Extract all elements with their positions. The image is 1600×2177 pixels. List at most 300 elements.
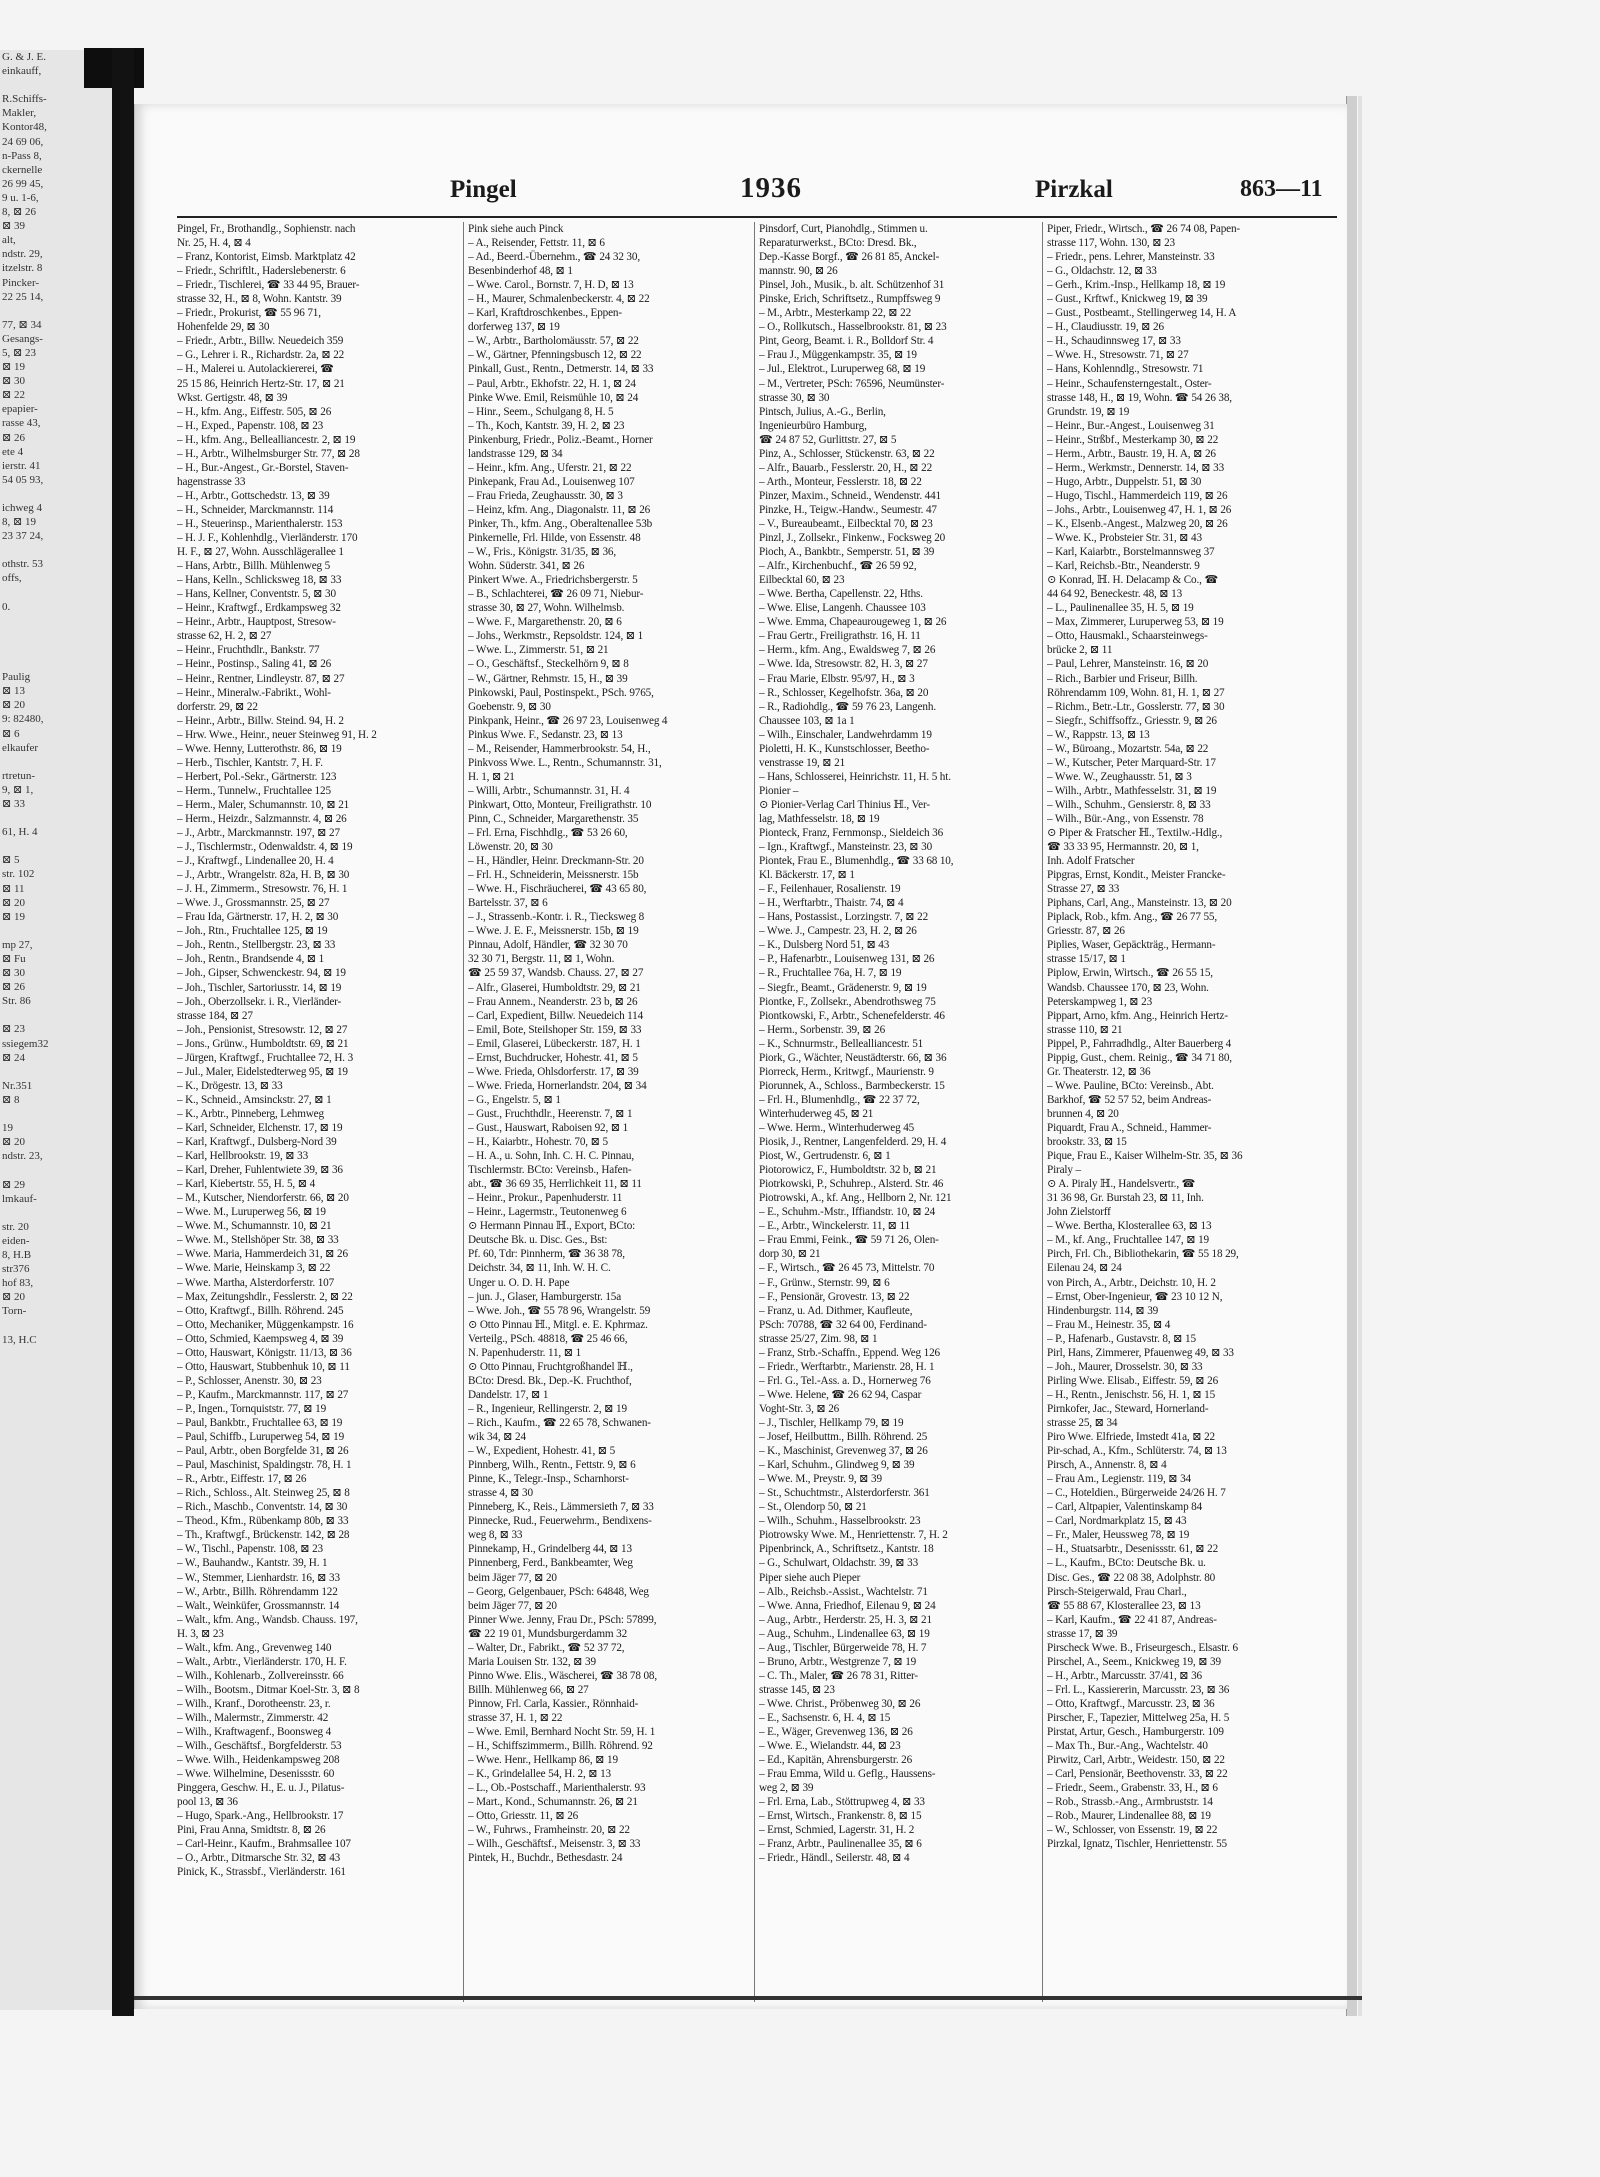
directory-entry-line: – Joh., Tischler, Sartoriusstr. 14, ⊠ 19 <box>177 981 342 994</box>
directory-entry-line: – Heinr., Kraftwgf., Erdkampsweg 32 <box>177 602 341 615</box>
left-page-text-fragment: 5, ⊠ 23 <box>2 346 36 359</box>
directory-entry-line: Tischlermstr. BCto: Vereinsb., Hafen- <box>468 1164 632 1177</box>
directory-entry-line: strasse 30, ⊠ 27, Wohn. Wilhelmsb. <box>468 602 625 615</box>
directory-entry-line: Pippel, P., Fahrradhdlg., Alter Bauerberg 4 <box>1047 1037 1232 1050</box>
directory-entry-line: Piraly – <box>1047 1164 1081 1177</box>
directory-entry-line: – J. H., Zimmerm., Stresowstr. 76, H. 1 <box>177 883 348 896</box>
scan-background <box>0 0 1600 60</box>
left-page-text-fragment: mp 27, <box>2 938 33 951</box>
directory-entry-line: – Frau Ida, Gärtnerstr. 17, H. 2, ⊠ 30 <box>177 911 339 924</box>
directory-entry-line: – H., Kaiarbtr., Hohestr. 70, ⊠ 5 <box>468 1136 608 1149</box>
directory-entry-line: Hindenburgstr. 114, ⊠ 39 <box>1047 1304 1159 1317</box>
directory-entry-line: strasse 15/17, ⊠ 1 <box>1047 953 1126 966</box>
directory-entry-line: – H. J. F., Kohlenhdlg., Vierländerstr. 170 <box>177 532 358 545</box>
left-page-text-fragment: 9 u. 1-6, <box>2 191 39 204</box>
directory-entry-line: ⊙ Otto Pinnau, Fruchtgroßhandel ℍ., <box>468 1360 633 1373</box>
directory-entry-line: – Friedr., Tischlerei, ☎ 33 44 95, Brauer- <box>177 279 360 292</box>
directory-entry-line: Dep.-Kasse Borgf., ☎ 26 81 85, Anckel- <box>759 251 940 264</box>
directory-entry-line: – Wwe. Wilhelmine, Desenissstr. 60 <box>177 1768 335 1781</box>
directory-entry-line: strasse 117, Wohn. 130, ⊠ 23 <box>1047 237 1175 250</box>
directory-entry-line: – Th., Kraftwgf., Brückenstr. 142, ⊠ 28 <box>177 1529 350 1542</box>
directory-entry-line: – Franz, Kontorist, Eimsb. Marktplatz 42 <box>177 251 356 264</box>
left-page-text-fragment: 19 <box>2 1122 13 1135</box>
directory-entry-line: lag, Mathfesselstr. 18, ⊠ 19 <box>759 812 880 825</box>
left-page-text-fragment <box>0 1318 112 1332</box>
directory-entry-line: – W., Gärtner, Pfenningsbusch 12, ⊠ 22 <box>468 349 642 362</box>
directory-entry-line: – Frau Frieda, Zeughausstr. 30, ⊠ 3 <box>468 489 623 502</box>
directory-entry-line: Reparaturwerkst., BCto: Dresd. Bk., <box>759 237 917 250</box>
directory-entry-line: – Wwe. J. E. F., Meissnerstr. 15b, ⊠ 19 <box>468 925 639 938</box>
directory-entry-line: – St., Schuchtmstr., Alsterdorferstr. 361 <box>759 1487 930 1500</box>
directory-entry-line: Chaussee 103, ⊠ 1a 1 <box>759 714 855 727</box>
directory-entry-line: – M., Reisender, Hammerbrookstr. 54, H., <box>468 742 651 755</box>
directory-entry-line: – H., Werftarbtr., Thaistr. 74, ⊠ 4 <box>759 897 904 910</box>
directory-entry-line: – Frau Emma, Wild u. Geflg., Haussens- <box>759 1768 936 1781</box>
left-page-text-fragment <box>0 304 112 318</box>
left-page-text-fragment <box>0 1008 112 1022</box>
directory-entry-line: – Wilh., Einschaler, Landwehrdamm 19 <box>759 728 932 741</box>
directory-page <box>134 104 1347 2009</box>
left-page-text-fragment <box>0 924 112 938</box>
directory-entry-line: – K., Drögestr. 13, ⊠ 33 <box>177 1079 283 1092</box>
directory-entry-line: – Paul, Arbtr., oben Borgfelde 31, ⊠ 26 <box>177 1445 349 1458</box>
left-page-text-fragment: epapier- <box>2 403 38 416</box>
left-page-text-fragment <box>0 755 112 769</box>
directory-entry-line: – W., Kutscher, Peter Marquard-Str. 17 <box>1047 756 1216 769</box>
directory-entry-line: – Frau M., Heinestr. 35, ⊠ 4 <box>1047 1318 1171 1331</box>
directory-entry-line: – Aug., Tischler, Bürgerweide 78, H. 7 <box>759 1641 927 1654</box>
directory-entry-line: Nr. 25, H. 4, ⊠ 4 <box>177 237 251 250</box>
directory-entry-line: Pinzke, H., Teigw.-Handw., Seumestr. 47 <box>759 503 937 516</box>
directory-entry-line: – V., Bureaubeamt., Eilbecktal 70, ⊠ 23 <box>759 517 933 530</box>
directory-entry-line: – W., Fris., Königstr. 31/35, ⊠ 36, <box>468 546 617 559</box>
directory-entry-line: – Frl. Erna, Lab., Stöttrupweg 4, ⊠ 33 <box>759 1796 925 1809</box>
directory-entry-line: dorferweg 137, ⊠ 19 <box>468 321 560 334</box>
directory-entry-line: Pionteck, Franz, Fernmonsp., Sieldeich 36 <box>759 827 944 840</box>
directory-entry-line: – Wwe. Martha, Alsterdorferstr. 107 <box>177 1276 335 1289</box>
directory-entry-line: – Friedr., Werftarbtr., Marienstr. 28, H. 1 <box>759 1360 935 1373</box>
left-page-text-fragment: 54 05 93, <box>2 473 44 486</box>
left-page-text-fragment: Str. 86 <box>2 995 31 1008</box>
directory-entry-line: – Jons., Grünw., Humboldtstr. 69, ⊠ 21 <box>177 1037 349 1050</box>
directory-entry-line: – Wwe. Bertha, Klosterallee 63, ⊠ 13 <box>1047 1220 1212 1233</box>
directory-entry-line: – Wwe. Emma, Chapeaurougeweg 1, ⊠ 26 <box>759 616 947 629</box>
left-page-text-fragment: 61, H. 4 <box>2 826 38 839</box>
left-page-text-fragment: 77, ⊠ 34 <box>2 318 42 331</box>
directory-entry-line: – H., Exped., Papenstr. 108, ⊠ 23 <box>177 419 324 432</box>
directory-entry-line: strasse 145, ⊠ 23 <box>759 1683 835 1696</box>
directory-entry-line: – Frau Marie, Elbstr. 95/97, H., ⊠ 3 <box>759 672 915 685</box>
header-page-number: 863—11 <box>1240 176 1323 202</box>
directory-entry-line: – H., Malerei u. Autolackiererei, ☎ <box>177 363 334 376</box>
directory-entry-line: Piplow, Erwin, Wirtsch., ☎ 26 55 15, <box>1047 967 1213 980</box>
directory-entry-line: – Frau Am., Legienstr. 119, ⊠ 34 <box>1047 1473 1191 1486</box>
directory-entry-line: – Herm., Werkmstr., Dennerstr. 14, ⊠ 33 <box>1047 461 1225 474</box>
directory-entry-line: – H., Maurer, Schmalenbeckerstr. 4, ⊠ 22 <box>468 293 650 306</box>
left-page-text-fragment: lmkauf- <box>2 1192 37 1205</box>
directory-entry-line: Pinkall, Gust., Rentn., Detmerstr. 14, ⊠ 33 <box>468 363 654 376</box>
directory-entry-line: strasse 32, H., ⊠ 8, Wohn. Kantstr. 39 <box>177 293 342 306</box>
directory-entry-line: – Paul, Maschinist, Spaldingstr. 78, H. 1 <box>177 1459 352 1472</box>
directory-entry-line: – W., Fuhrws., Framheinstr. 20, ⊠ 22 <box>468 1824 630 1837</box>
directory-entry-line: – Karl, Kraftwgf., Dulsberg-Nord 39 <box>177 1136 337 1149</box>
directory-entry-line: – Walt., kfm. Ang., Wandsb. Chauss. 197, <box>177 1613 358 1626</box>
directory-entry-line: – E., Wäger, Grevenweg 136, ⊠ 26 <box>759 1726 913 1739</box>
directory-entry-line: – Johs., Werkmstr., Repsoldstr. 124, ⊠ 1 <box>468 630 644 643</box>
directory-entry-line: ☎ 55 88 67, Klosterallee 23, ⊠ 13 <box>1047 1599 1201 1612</box>
directory-entry-line: 44 64 92, Beneckestr. 48, ⊠ 13 <box>1047 588 1183 601</box>
directory-column-3 <box>759 222 1041 2002</box>
directory-entry-line: – Gerh., Krim.-Insp., Hellkamp 18, ⊠ 19 <box>1047 279 1226 292</box>
directory-entry-line: – Carl-Heinr., Kaufm., Brahmsallee 107 <box>177 1838 351 1851</box>
directory-entry-line: – M., Vertreter, PSch: 76596, Neumünster- <box>759 377 945 390</box>
left-page-text-fragment <box>0 628 112 642</box>
directory-entry-line: – Herb., Tischler, Kantstr. 7, H. F. <box>177 756 323 769</box>
directory-entry-line: – Frl. Erna, Fischhdlg., ☎ 53 26 60, <box>468 827 628 840</box>
left-page-text-fragment: itzelstr. 8 <box>2 262 43 275</box>
directory-entry-line: Pirsch, A., Annenstr. 8, ⊠ 4 <box>1047 1459 1167 1472</box>
directory-entry-line: – L., Paulinenallee 35, H. 5, ⊠ 19 <box>1047 602 1194 615</box>
directory-entry-line: – H., Arbtr., Marcusstr. 37/41, ⊠ 36 <box>1047 1669 1202 1682</box>
directory-entry-line: – Wwe. H., Fischräucherei, ☎ 43 65 80, <box>468 883 647 896</box>
directory-entry-line: – Joh., Rtn., Fruchtallee 125, ⊠ 19 <box>177 925 328 938</box>
directory-entry-line: Disc. Ges., ☎ 22 08 38, Adolphstr. 80 <box>1047 1571 1216 1584</box>
directory-entry-line: – R., Fruchtallee 76a, H. 7, ⊠ 19 <box>759 967 902 980</box>
directory-entry-line: – Otto, Hausmakl., Schaarsteinwegs- <box>1047 630 1208 643</box>
left-page-text-fragment: ⊠ 20 <box>2 1136 25 1149</box>
directory-entry-line: – Otto, Griesstr. 11, ⊠ 26 <box>468 1810 579 1823</box>
directory-entry-line: – W., Arbtr., Bartholomäusstr. 57, ⊠ 22 <box>468 335 639 348</box>
directory-entry-line: Pinkus Wwe. F., Sedanstr. 23, ⊠ 13 <box>468 728 623 741</box>
directory-entry-line: – Frau J., Müggenkampstr. 35, ⊠ 19 <box>759 349 917 362</box>
directory-entry-line: – Wwe. M., Luruperweg 56, ⊠ 19 <box>177 1206 326 1219</box>
directory-entry-line: Löwenstr. 20, ⊠ 30 <box>468 841 553 854</box>
directory-entry-line: Piontkowski, F., Arbtr., Schenefelderstr. 46 <box>759 1009 945 1022</box>
directory-entry-line: – Frl. G., Tel.-Ass. a. D., Hornerweg 76 <box>759 1374 931 1387</box>
directory-entry-line: Goebenstr. 9, ⊠ 30 <box>468 700 551 713</box>
directory-entry-line: – Hrw. Wwe., Heinr., neuer Steinweg 91, H. 2 <box>177 728 377 741</box>
directory-entry-line: – Jul., Maler, Eidelstedterweg 95, ⊠ 19 <box>177 1065 348 1078</box>
directory-entry-line: – Franz, Strb.-Schaffn., Eppend. Weg 126 <box>759 1346 940 1359</box>
directory-entry-line: – Bruno, Arbtr., Westgrenze 7, ⊠ 19 <box>759 1655 917 1668</box>
directory-entry-line: – Rich., Maschb., Conventstr. 14, ⊠ 30 <box>177 1501 348 1514</box>
directory-entry-line: venstrasse 19, ⊠ 21 <box>759 756 846 769</box>
directory-entry-line: John Zielstorff <box>1047 1206 1111 1219</box>
column-divider <box>754 222 755 2002</box>
directory-entry-line: – Johs., Arbtr., Louisenweg 47, H. 1, ⊠ 26 <box>1047 503 1232 516</box>
directory-entry-line: – Theod., Kfm., Rübenkamp 80b, ⊠ 33 <box>177 1515 349 1528</box>
directory-entry-line: – Aug., Schuhm., Lindenallee 63, ⊠ 19 <box>759 1627 930 1640</box>
directory-entry-line: – Herm., Sorbenstr. 39, ⊠ 26 <box>759 1023 886 1036</box>
left-page-text-fragment: ⊠ 20 <box>2 699 25 712</box>
left-page-text-fragment: Kontor48, <box>2 121 47 134</box>
directory-entry-line: – Jürgen, Kraftwgf., Fruchtallee 72, H. 3 <box>177 1051 354 1064</box>
directory-entry-line: – G., Engelstr. 5, ⊠ 1 <box>468 1093 561 1106</box>
left-page-text-fragment <box>0 487 112 501</box>
directory-entry-line: N. Papenhuderstr. 11, ⊠ 1 <box>468 1346 582 1359</box>
directory-entry-line: – St., Olendorp 50, ⊠ 21 <box>759 1501 867 1514</box>
directory-entry-line: – Wwe. Helene, ☎ 26 62 94, Caspar <box>759 1388 922 1401</box>
directory-entry-line: – Th., Koch, Kantstr. 39, H. 2, ⊠ 23 <box>468 419 625 432</box>
left-page-text-fragment: ⊠ 33 <box>2 797 25 810</box>
directory-entry-line: – K., Maschinist, Grevenweg 37, ⊠ 26 <box>759 1445 928 1458</box>
directory-entry-line: Pinzer, Maxim., Schneid., Wendenstr. 441 <box>759 489 941 502</box>
directory-entry-line: – Wwe. M., Preystr. 9, ⊠ 39 <box>759 1473 882 1486</box>
directory-entry-line: Gr. Theaterstr. 12, ⊠ 36 <box>1047 1065 1151 1078</box>
directory-entry-line: – Wwe. Frieda, Hornerlandstr. 204, ⊠ 34 <box>468 1079 647 1092</box>
directory-entry-line: – H., Arbtr., Gottschedstr. 13, ⊠ 39 <box>177 489 330 502</box>
directory-entry-line: – Jul., Elektrot., Luruperweg 68, ⊠ 19 <box>759 363 926 376</box>
directory-entry-line: – Hans, Postassist., Lorzingstr. 7, ⊠ 22 <box>759 911 929 924</box>
directory-entry-line: – P., Kaufm., Marckmannstr. 117, ⊠ 27 <box>177 1388 349 1401</box>
directory-entry-line: – F., Grünw., Sternstr. 99, ⊠ 6 <box>759 1276 890 1289</box>
directory-entry-line: – Ernst, Ober-Ingenieur, ☎ 23 10 12 N, <box>1047 1290 1223 1303</box>
left-page-text-fragment <box>0 614 112 628</box>
directory-entry-line: – Karl, Schuhm., Glindweg 9, ⊠ 39 <box>759 1459 915 1472</box>
directory-entry-line: Pinnekamp, H., Grindelberg 44, ⊠ 13 <box>468 1543 632 1556</box>
directory-entry-line: – O., Geschäftsf., Steckelhörn 9, ⊠ 8 <box>468 658 629 671</box>
directory-entry-line: Pinggera, Geschw. H., E. u. J., Pilatus- <box>177 1782 345 1795</box>
directory-entry-line: Piotrowski, A., kf. Ang., Hellborn 2, Nr. 121 <box>759 1192 952 1205</box>
directory-entry-line: – Karl, Reichsb.-Btr., Neanderstr. 9 <box>1047 560 1200 573</box>
directory-entry-line: – Hans, Kohlenndlg., Stresowstr. 71 <box>1047 363 1204 376</box>
directory-entry-line: Voght-Str. 3, ⊠ 26 <box>759 1402 840 1415</box>
directory-entry-line: – O., Arbtr., Ditmarsche Str. 32, ⊠ 43 <box>177 1852 341 1865</box>
directory-entry-line: Pirnkofer, Jac., Steward, Hornerland- <box>1047 1402 1209 1415</box>
directory-entry-line: – Arth., Monteur, Fesslerstr. 18, ⊠ 22 <box>759 475 922 488</box>
left-page-text-fragment <box>0 1206 112 1220</box>
directory-entry-line: – P., Hafenarb., Gustavstr. 8, ⊠ 15 <box>1047 1332 1196 1345</box>
directory-entry-line: hagenstrasse 33 <box>177 475 246 488</box>
directory-entry-line: brookstr. 33, ⊠ 15 <box>1047 1136 1127 1149</box>
directory-entry-line: – E., Sachsenstr. 6, H. 4, ⊠ 15 <box>759 1711 891 1724</box>
directory-entry-line: – L., Ob.-Postschaff., Marienthalerstr. 93 <box>468 1782 646 1795</box>
directory-entry-line: – J., Kraftwgf., Lindenallee 20, H. 4 <box>177 855 334 868</box>
directory-entry-line: – Karl, Hellbrookstr. 19, ⊠ 33 <box>177 1150 309 1163</box>
directory-entry-line: Eilenau 24, ⊠ 24 <box>1047 1262 1122 1275</box>
directory-entry-line: – Friedr., Seem., Grabenstr. 33, H., ⊠ 6 <box>1047 1782 1218 1795</box>
directory-entry-line: – M., kf. Ang., Fruchtallee 147, ⊠ 19 <box>1047 1234 1209 1247</box>
directory-entry-line: – W., Expedient, Hohestr. 41, ⊠ 5 <box>468 1445 616 1458</box>
directory-entry-line: – H., Händler, Heinr. Dreckmann-Str. 20 <box>468 855 644 868</box>
directory-entry-line: – P., Schlosser, Anenstr. 30, ⊠ 23 <box>177 1374 322 1387</box>
directory-entry-line: – W., Bauhandw., Kantstr. 39, H. 1 <box>177 1557 328 1570</box>
directory-entry-line: – Fr., Maler, Heussweg 78, ⊠ 19 <box>1047 1529 1190 1542</box>
directory-entry-line: – Friedr., pens. Lehrer, Mansteinstr. 33 <box>1047 251 1215 264</box>
directory-entry-line: – Josef, Heilbuttm., Billh. Röhrend. 25 <box>759 1431 928 1444</box>
directory-entry-line: – Carl, Pensionär, Beethovenstr. 33, ⊠ 22 <box>1047 1768 1228 1781</box>
left-page-text-fragment: rtretun- <box>2 769 35 782</box>
directory-entry-line: beim Jäger 77, ⊠ 20 <box>468 1599 557 1612</box>
directory-entry-line: – M., Arbtr., Mesterkamp 22, ⊠ 22 <box>759 307 912 320</box>
directory-entry-line: – Frl. H., Schneiderin, Meissnerstr. 15b <box>468 869 639 882</box>
directory-entry-line: – Carl, Nordmarkplatz 15, ⊠ 43 <box>1047 1515 1187 1528</box>
directory-entry-line: Piper, Friedr., Wirtsch., ☎ 26 74 08, Papen- <box>1047 223 1240 235</box>
directory-entry-line: Piphans, Carl, Ang., Mansteinstr. 13, ⊠ 20 <box>1047 897 1232 910</box>
left-page-text-fragment: ⊠ 5 <box>2 854 20 867</box>
directory-entry-line: – Wilh., Geschäftsf., Meisenstr. 3, ⊠ 33 <box>468 1838 641 1851</box>
directory-entry-line: – Hugo, Arbtr., Duppelstr. 51, ⊠ 30 <box>1047 475 1202 488</box>
left-page-text-fragment: ckernelle <box>2 163 43 176</box>
directory-entry-line: – H., kfm. Ang., Bellealliancestr. 2, ⊠ 19 <box>177 433 356 446</box>
left-page-text-fragment <box>0 839 112 853</box>
directory-entry-line: – K., Dulsberg Nord 51, ⊠ 43 <box>759 939 890 952</box>
directory-entry-line: – W., Tischl., Papenstr. 108, ⊠ 23 <box>177 1543 324 1556</box>
directory-entry-line: – Wilh., Geschäftsf., Borgfelderstr. 53 <box>177 1740 342 1753</box>
directory-entry-line: Pirch, Frl. Ch., Bibliothekarin, ☎ 55 18 29, <box>1047 1248 1239 1261</box>
directory-entry-line: – Willi, Arbtr., Schumannstr. 31, H. 4 <box>468 784 630 797</box>
directory-entry-line: – F., Wirtsch., ☎ 26 45 73, Mittelstr. 70 <box>759 1262 935 1275</box>
left-page-text-fragment: offs, <box>2 572 22 585</box>
left-page-text-fragment <box>0 1065 112 1079</box>
left-page-text-fragment: 9: 82480, <box>2 713 44 726</box>
directory-entry-line: – Otto, Kraftwgf., Marcusstr. 23, ⊠ 36 <box>1047 1697 1215 1710</box>
directory-entry-line: ⊙ Otto Pinnau ℍ., Mitgl. e. E. Kphrmaz. <box>468 1318 648 1331</box>
directory-entry-line: – Max, Zeitungshdlr., Fesslerstr. 2, ⊠ 22 <box>177 1290 353 1303</box>
directory-entry-line: Winterhuderweg 45, ⊠ 21 <box>759 1107 874 1120</box>
directory-entry-line: – Joh., Oberzollsekr. i. R., Vierländer- <box>177 995 342 1008</box>
left-page-text-fragment: ⊠ 30 <box>2 375 25 388</box>
directory-entry-line: Pinkernelle, Frl. Hilde, von Essenstr. 48 <box>468 532 641 545</box>
left-page-text-fragment: 22 25 14, <box>2 290 44 303</box>
directory-entry-line: – Ad., Beerd.-Übernehm., ☎ 24 32 30, <box>468 251 640 264</box>
directory-entry-line: Pinske, Erich, Schriftsetz., Rumpffsweg 9 <box>759 293 941 306</box>
directory-entry-line: – Friedr., Schriftlt., Haderslebenerstr. 6 <box>177 265 346 278</box>
left-page-text-fragment: Paulig <box>2 671 31 684</box>
directory-entry-line: – H., Stuatsarbtr., Desenissstr. 61, ⊠ 22 <box>1047 1543 1219 1556</box>
directory-entry-line: – Herbert, Pol.-Sekr., Gärtnerstr. 123 <box>177 770 337 783</box>
directory-entry-line: Pinn, C., Schneider, Margarethenstr. 35 <box>468 812 639 825</box>
directory-entry-line: Pirscher, F., Tapezier, Mittelweg 25a, H. 5 <box>1047 1711 1230 1724</box>
directory-entry-line: – Mart., Kond., Schumannstr. 26, ⊠ 21 <box>468 1796 638 1809</box>
directory-entry-line: Pinnow, Frl. Carla, Kassier., Rönnhaid- <box>468 1697 639 1710</box>
directory-entry-line: ☎ 24 87 52, Gurlittstr. 27, ⊠ 5 <box>759 433 897 446</box>
directory-entry-line: – Wwe. Elise, Langenh. Chaussee 103 <box>759 602 926 615</box>
left-page-text-fragment: ⊠ 26 <box>2 431 25 444</box>
directory-entry-line: – Gust., Krftwf., Knickweg 19, ⊠ 39 <box>1047 293 1208 306</box>
directory-entry-line: Deutsche Bk. u. Disc. Ges., Bst: <box>468 1234 608 1247</box>
directory-entry-line: Pinker, Th., kfm. Ang., Oberaltenallee 53b <box>468 517 653 530</box>
directory-entry-line: – Frl. L., Kassiererin, Marcusstr. 23, ⊠ 36 <box>1047 1683 1230 1696</box>
directory-entry-line: Pinnberg, Wilh., Rentn., Fettstr. 9, ⊠ 6 <box>468 1459 636 1472</box>
directory-entry-line: Pir-schad, A., Kfm., Schlüterstr. 74, ⊠ 13 <box>1047 1445 1227 1458</box>
directory-entry-line: Pintsch, Julius, A.-G., Berlin, <box>759 405 886 418</box>
page-bottom-edge <box>134 1996 1362 2000</box>
column-divider <box>1042 222 1043 2002</box>
directory-entry-line: strasse 110, ⊠ 21 <box>1047 1023 1123 1036</box>
header-left-word: Pingel <box>450 176 517 203</box>
directory-entry-line: – R., Ingenieur, Rellingerstr. 2, ⊠ 19 <box>468 1402 627 1415</box>
directory-entry-line: – Wwe. Anna, Friedhof, Eilenau 9, ⊠ 24 <box>759 1599 936 1612</box>
left-page-text-fragment: 0. <box>2 600 11 613</box>
page-header <box>175 172 1335 212</box>
directory-entry-line: Pinnau, Adolf, Händler, ☎ 32 30 70 <box>468 939 628 952</box>
left-page-text-fragment: 9, ⊠ 1, <box>2 783 34 796</box>
directory-entry-line: – Siegfr., Schiffsoffz., Griesstr. 9, ⊠ 26 <box>1047 714 1217 727</box>
directory-entry-line: – Richm., Betr.-Ltr., Gosslerstr. 77, ⊠ 30 <box>1047 700 1225 713</box>
directory-entry-line: – Ed., Kapitän, Ahrensburgerstr. 26 <box>759 1754 913 1767</box>
directory-entry-line: – Heinr., Rentner, Lindleystr. 87, ⊠ 27 <box>177 672 345 685</box>
directory-entry-line: – Frau Emmi, Feink., ☎ 59 71 26, Olen- <box>759 1234 939 1247</box>
directory-entry-line: – Alfr., Bauarb., Fesslerstr. 20, H., ⊠ 22 <box>759 461 933 474</box>
directory-entry-line: – Wilh., Arbtr., Mathfesselstr. 31, ⊠ 19 <box>1047 784 1217 797</box>
directory-entry-line: – Joh., Maurer, Drosselstr. 30, ⊠ 33 <box>1047 1360 1203 1373</box>
header-right-word: Pirzkal <box>1035 176 1113 203</box>
directory-entry-line: Besenbinderhof 48, ⊠ 1 <box>468 265 573 278</box>
directory-entry-line: strasse 37, H. 1, ⊠ 22 <box>468 1711 563 1724</box>
directory-entry-line: Pinkenburg, Friedr., Poliz.-Beamt., Horner <box>468 433 653 446</box>
directory-entry-line: Piotorowicz, F., Humboldtstr. 32 b, ⊠ 21 <box>759 1164 937 1177</box>
directory-entry-line: Pippart, Arno, kfm. Ang., Heinrich Hertz- <box>1047 1009 1228 1022</box>
directory-entry-line: – Heinr., Postinsp., Saling 41, ⊠ 26 <box>177 658 332 671</box>
left-page-text-fragment: Torn- <box>2 1305 27 1318</box>
directory-entry-line: – Wwe. F., Margarethenstr. 20, ⊠ 6 <box>468 616 622 629</box>
directory-entry-line: – Walt., Weinküfer, Grossmannstr. 14 <box>177 1599 340 1612</box>
left-page-text-fragment: R.Schiffs- <box>2 93 47 106</box>
left-page-text-fragment: ⊠ 19 <box>2 910 25 923</box>
directory-entry-line: Pirzkal, Ignatz, Tischler, Henriettenstr. 55 <box>1047 1838 1227 1851</box>
directory-entry-line: – Herm., Maler, Schumannstr. 10, ⊠ 21 <box>177 798 350 811</box>
directory-entry-line: Pinno Wwe. Elis., Wäscherei, ☎ 38 78 08, <box>468 1669 657 1682</box>
directory-entry-line: pool 13, ⊠ 36 <box>177 1796 238 1809</box>
directory-entry-line: – Hans, Arbtr., Billh. Mühlenweg 5 <box>177 560 331 573</box>
directory-entry-line: – R., Arbtr., Eiffestr. 17, ⊠ 26 <box>177 1473 307 1486</box>
directory-entry-line: 32 30 71, Bergstr. 11, ⊠ 1, Wohn. <box>468 953 615 966</box>
directory-entry-line: – Alb., Reichsb.-Assist., Wachtelstr. 71 <box>759 1585 928 1598</box>
directory-entry-line: – Joh., Rentn., Brandsende 4, ⊠ 1 <box>177 953 325 966</box>
directory-entry-line: Grundstr. 19, ⊠ 19 <box>1047 405 1130 418</box>
directory-entry-line: – Karl, Dreher, Fuhlentwiete 39, ⊠ 36 <box>177 1164 343 1177</box>
directory-entry-line: – W., Schlosser, von Essenstr. 19, ⊠ 22 <box>1047 1824 1218 1837</box>
directory-entry-line: – H., Steuerinsp., Marienthalerstr. 153 <box>177 517 343 530</box>
left-page-text-fragment <box>0 543 112 557</box>
directory-entry-line: – Carl, Altpapier, Valentinskamp 84 <box>1047 1501 1203 1514</box>
directory-entry-line: H. 1, ⊠ 21 <box>468 770 515 783</box>
directory-entry-line: ☎ 33 33 95, Hermannstr. 20, ⊠ 1, <box>1047 841 1199 854</box>
directory-entry-line: PSch: 70788, ☎ 32 64 00, Ferdinand- <box>759 1318 927 1331</box>
directory-entry-line: – Heinr., Arbtr., Hauptpost, Stresow- <box>177 616 336 629</box>
directory-entry-line: – H., kfm. Ang., Eiffestr. 505, ⊠ 26 <box>177 405 332 418</box>
directory-entry-line: – Otto, Hauswart, Stubbenhuk 10, ⊠ 11 <box>177 1360 350 1373</box>
left-page-text-fragment: ete 4 <box>2 445 24 458</box>
directory-entry-line: Peterskampweg 1, ⊠ 23 <box>1047 995 1153 1008</box>
directory-entry-line: – Wwe. Bertha, Capellenstr. 22, Hths. <box>759 588 923 601</box>
left-page-text-fragment: rasse 43, <box>2 417 41 430</box>
directory-entry-line: H. 3, ⊠ 23 <box>177 1627 224 1640</box>
directory-entry-line: – Wwe. Henr., Hellkamp 86, ⊠ 19 <box>468 1754 618 1767</box>
left-page-text-fragment: ⊠ 20 <box>2 1291 25 1304</box>
directory-entry-line: – F., Pensionär, Grovestr. 13, ⊠ 22 <box>759 1290 910 1303</box>
directory-entry-line: – Rob., Maurer, Lindenallee 88, ⊠ 19 <box>1047 1810 1211 1823</box>
directory-entry-line: – Ernst, Buchdrucker, Hohestr. 41, ⊠ 5 <box>468 1051 638 1064</box>
directory-entry-line: – Hans, Schlosserei, Heinrichstr. 11, H. 5 ht. <box>759 770 951 783</box>
directory-entry-line: – Herm., Tunnelw., Fruchtallee 125 <box>177 784 331 797</box>
directory-entry-line: – Siegfr., Beamt., Grädenerstr. 9, ⊠ 19 <box>759 981 927 994</box>
directory-entry-line: – Karl, Schneider, Elchenstr. 17, ⊠ 19 <box>177 1122 343 1134</box>
directory-entry-line: Pipenbrinck, A., Schriftsetz., Kantstr. 18 <box>759 1543 934 1556</box>
directory-entry-line: – Heinr., kfm. Ang., Uferstr. 21, ⊠ 22 <box>468 461 632 474</box>
directory-entry-line: Pinsdorf, Curt, Pianohdlg., Stimmen u. <box>759 223 928 235</box>
directory-entry-line: – Wwe. E., Wielandstr. 44, ⊠ 23 <box>759 1740 901 1753</box>
left-page-text-fragment: ⊠ Fu <box>2 953 26 965</box>
directory-entry-line: – Wwe. J., Campestr. 23, H. 2, ⊠ 26 <box>759 925 917 938</box>
directory-entry-line: ⊙ Piper & Fratscher ℍ., Textilw.-Hdlg., <box>1047 827 1223 840</box>
left-page-text-fragment: str. 102 <box>2 868 35 881</box>
directory-entry-line: – Wwe. M., Schumannstr. 10, ⊠ 21 <box>177 1220 332 1233</box>
directory-entry-line: – W., Arbtr., Billh. Röhrendamm 122 <box>177 1585 338 1598</box>
left-page-text-fragment: ierstr. 41 <box>2 459 41 472</box>
directory-entry-line: Pf. 60, Tdr: Pinnherm, ☎ 36 38 78, <box>468 1248 625 1261</box>
